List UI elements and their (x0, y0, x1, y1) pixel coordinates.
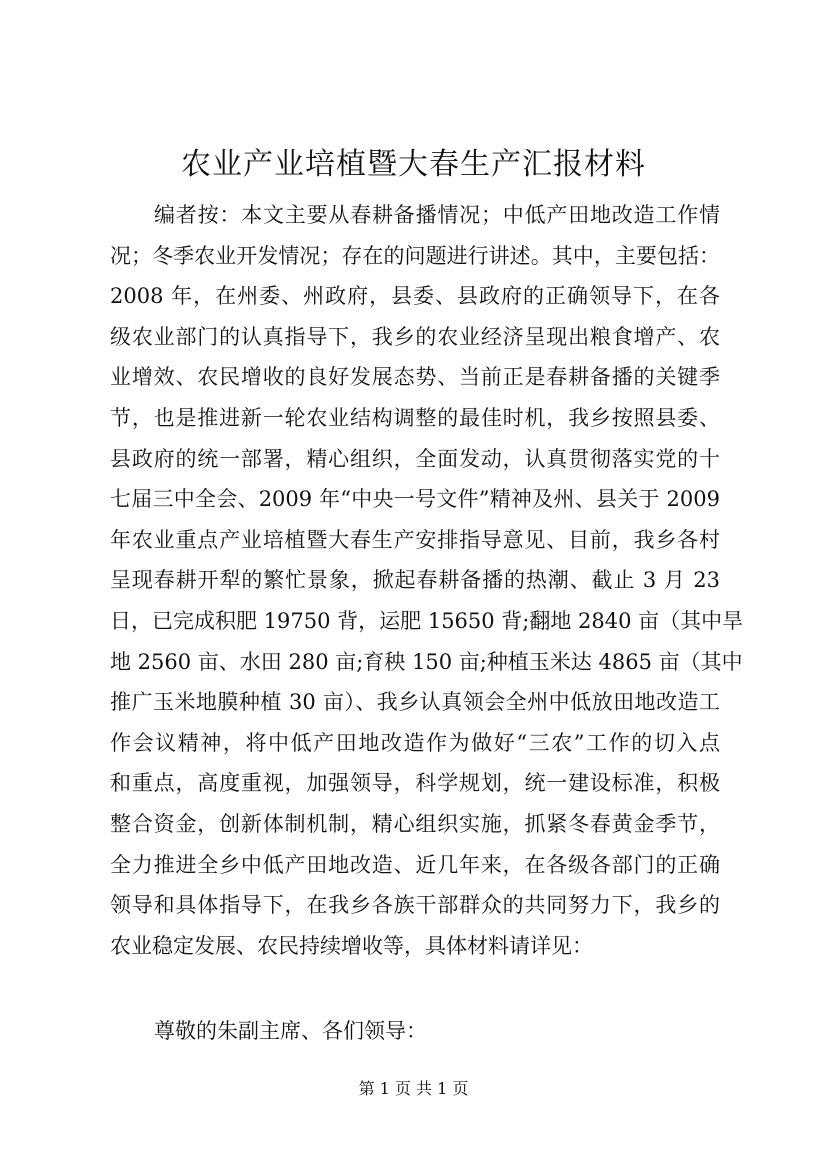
document-body (110, 195, 744, 966)
page-footer: 第 1 页 共 1 页 (358, 1079, 469, 1098)
body-line: 2008 年，在州委、州政府，县委、县政府的正确领导下，在各 (110, 284, 720, 309)
body-line: 和重点，高度重视，加强领导，科学规划，统一建设标准，积极 (110, 771, 720, 796)
salutation: 尊敬的朱副主席、各们领导： (154, 1019, 427, 1043)
body-line: 级农业部门的认真指导下，我乡的农业经济呈现出粮食增产、农 (110, 324, 720, 349)
body-line: 农业稳定发展、农民持续增收等，具体材料请详见： (110, 933, 593, 958)
document-title: 农业产业培植暨大春生产汇报材料 (181, 147, 646, 182)
body-line: 编者按：本文主要从春耕备播情况；中低产田地改造工作情 (154, 203, 720, 227)
body-line: 县政府的统一部署，精心组织，全面发动，认真贯彻落实党的十 (110, 446, 720, 471)
body-line: 日，已完成积肥 19750 背，运肥 15650 背;翻地 2840 亩（其中旱 (110, 608, 744, 633)
body-line: 节，也是推进新一轮农业结构调整的最佳时机，我乡按照县委、 (110, 405, 720, 430)
body-line: 呈现春耕开犁的繁忙景象，掀起春耕备播的热潮、截止 3 月 23 (110, 568, 720, 593)
body-line: 全力推进全乡中低产田地改造、近几年来，在各级各部门的正确 (110, 852, 720, 877)
body-line: 地 2560 亩、水田 280 亩;育秧 150 亩;种植玉米达 4865 亩（其中 (110, 649, 743, 674)
body-line: 业增效、农民增收的良好发展态势、当前正是春耕备播的关键季 (110, 365, 720, 390)
body-line: 整合资金，创新体制机制，精心组织实施，抓紧冬春黄金季节， (110, 811, 720, 836)
body-line: 推广玉米地膜种植 30 亩）、我乡认真领会全州中低放田地改造工 (110, 690, 720, 715)
body-line: 况；冬季农业开发情况；存在的问题进行讲述。其中，主要包括： (110, 243, 720, 268)
body-line: 作会议精神，将中低产田地改造作为做好“三农”工作的切入点 (110, 730, 720, 755)
body-line: 年农业重点产业培植暨大春生产安排指导意见、目前，我乡各村 (110, 527, 720, 552)
body-line: 七届三中全会、2009 年“中央一号文件”精神及州、县关于 2009 (110, 487, 720, 512)
body-line: 领导和具体指导下，在我乡各族干部群众的共同努力下，我乡的 (110, 893, 720, 918)
